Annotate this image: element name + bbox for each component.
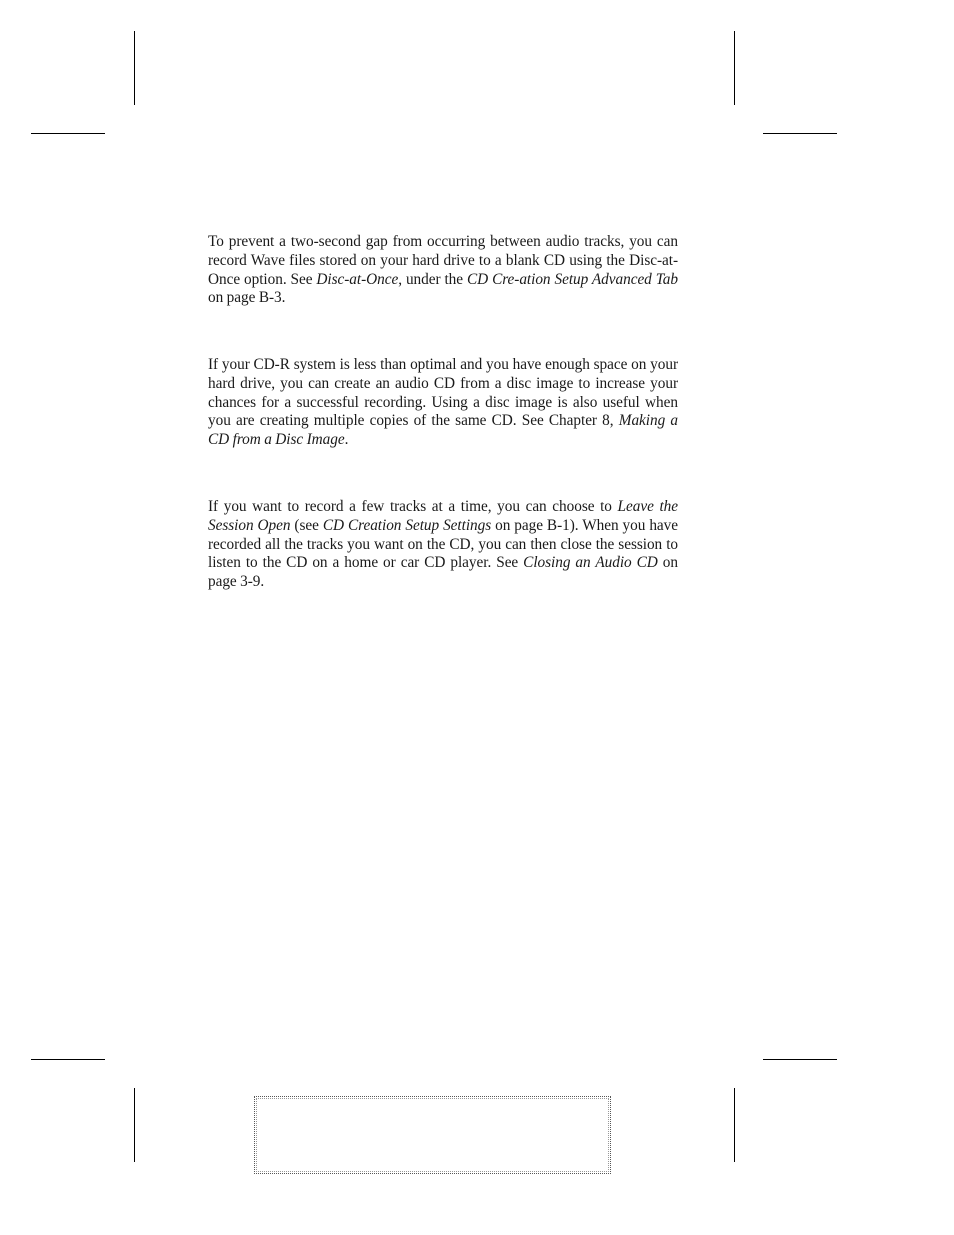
crop-mark-bottom-right-vertical [734, 1088, 735, 1162]
text-run: To prevent a two-second gap from occurring between audio tracks, you can record Wave files stored on your hard drive to a blank CD using the Disc-at-Once option. See [208, 233, 678, 288]
cross-reference: CD Cre-ation Setup Advanced Tab [466, 270, 678, 288]
dotted-frame [254, 1096, 611, 1174]
crop-mark-top-left-horizontal [31, 133, 105, 134]
text-run: (see [290, 516, 323, 534]
paragraph-leave-session-open [208, 498, 678, 592]
crop-mark-top-right-vertical [734, 31, 735, 105]
text-run: If you want to record a few tracks at a time, you can choose to [208, 498, 618, 515]
cross-reference: Disc-at-Once [316, 270, 399, 288]
cross-reference: CD Creation Setup Settings [322, 516, 492, 534]
cross-reference: Making a CD from a Disc Image [208, 412, 678, 449]
text-run: . [344, 431, 349, 449]
text-run: If your CD-R system is less than optimal and you have enough space on your hard drive, you can create an audio CD from a disc image to increase your chances for a successful recording. Using a disc image is also useful when you are creating multiple copies of the same CD. See Chapter 8, [208, 356, 678, 430]
text-run: on page B-3. [208, 289, 286, 307]
paragraph-disc-at-once-gap [208, 233, 678, 308]
crop-mark-bottom-left-vertical [134, 1088, 135, 1162]
cross-reference: Closing an Audio CD [523, 554, 658, 572]
crop-mark-bottom-right-horizontal [763, 1059, 837, 1060]
crop-mark-top-left-vertical [134, 31, 135, 105]
crop-mark-bottom-left-horizontal [31, 1059, 105, 1060]
text-run: on page 3-9. [208, 554, 678, 591]
text-run: on page B-1). When you have recorded all the tracks you want on the CD, you can then close the session to listen to the CD on a home or car CD player. See [208, 516, 678, 572]
crop-mark-top-right-horizontal [763, 133, 837, 134]
text-run: , under the [398, 270, 467, 288]
paragraph-disc-image [208, 356, 678, 450]
cross-reference: Leave the Session Open [208, 498, 678, 534]
